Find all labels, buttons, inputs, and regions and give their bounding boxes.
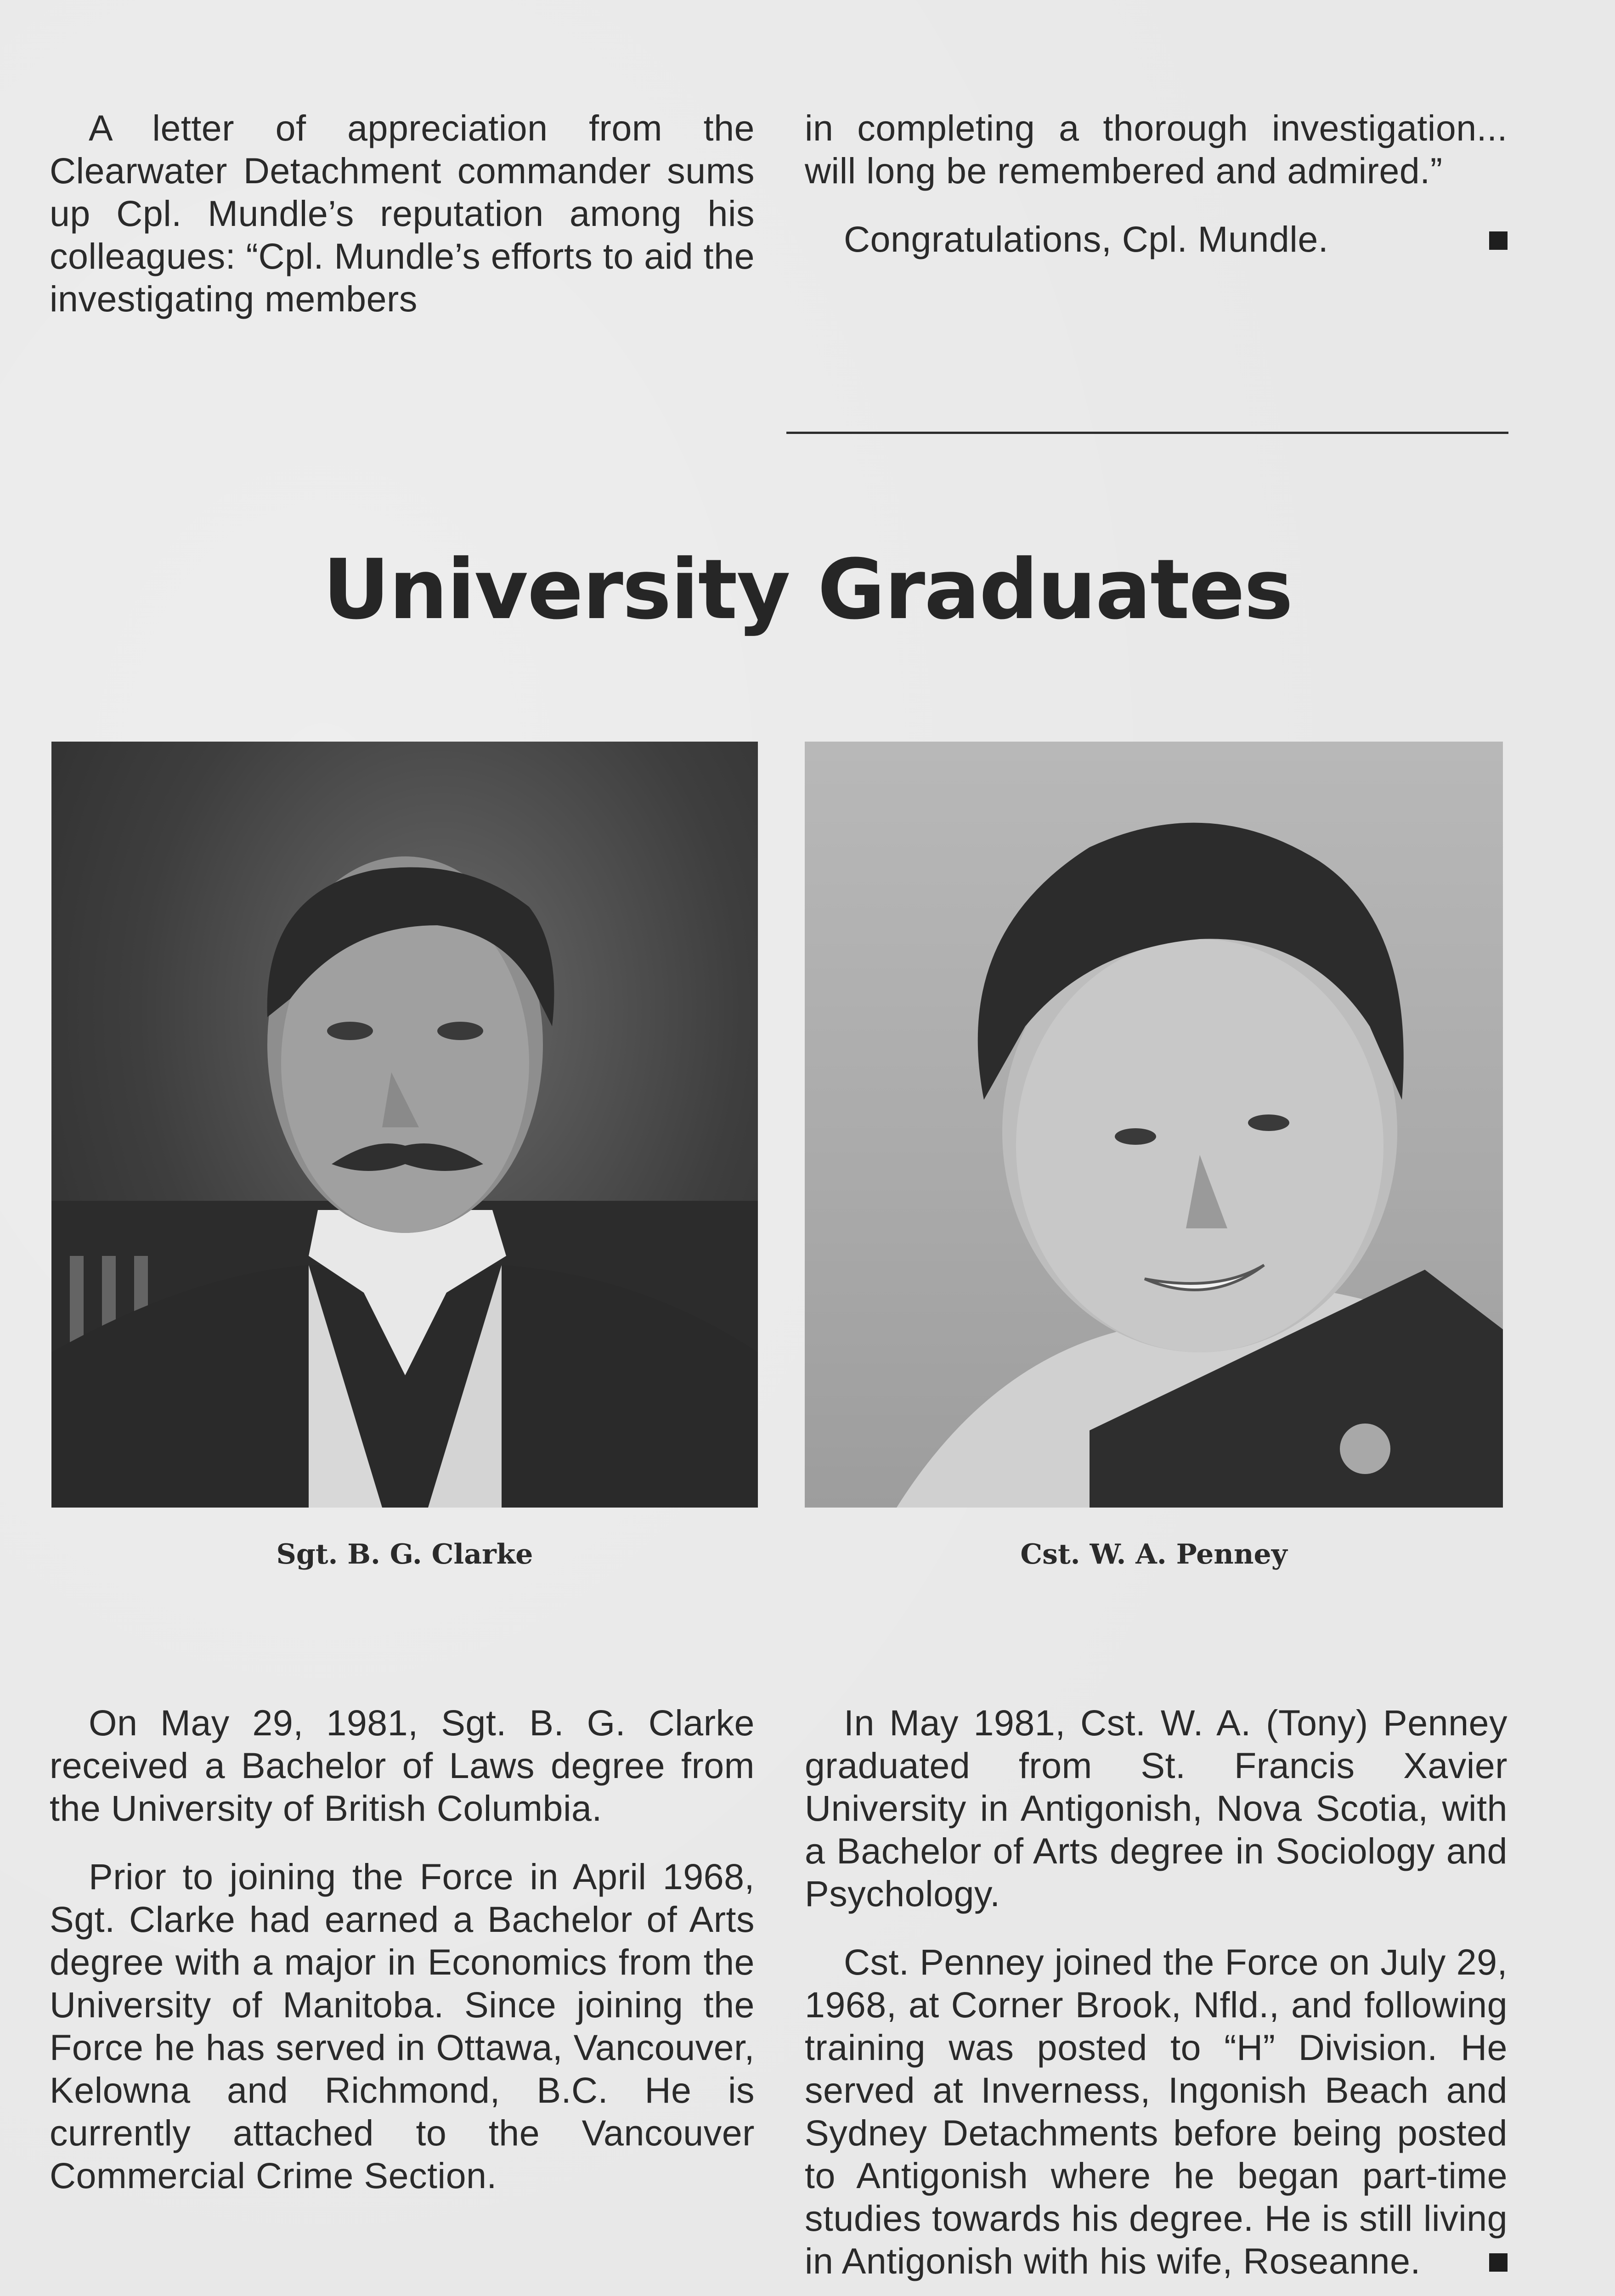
- section-divider: [786, 432, 1508, 434]
- clarke-article: [50, 1701, 755, 2197]
- penney-paragraph-1: In May 1981, Cst. W. A. (Tony) Penney graduated from St. Francis Xavier University in Antigonish, Nova Scotia, with a Bachelor of Arts degree in Sociology and Psychology.: [805, 1702, 1508, 1914]
- end-of-article-marker: [1489, 231, 1508, 250]
- clarke-portrait-photo: [51, 742, 758, 1508]
- penney-paragraph-2-wrapper: [805, 1941, 1508, 2282]
- mundle-quote-ending: in completing a thorough investigation... will long be remembered and admired.”: [805, 107, 1508, 191]
- mundle-congratulations: [805, 218, 1508, 260]
- article-continuation-right: [805, 107, 1508, 260]
- penney-caption: Cst. W. A. Penney: [1020, 1538, 1287, 1570]
- article-continuation-left: [50, 107, 755, 320]
- section-headline: University Graduates: [322, 542, 1293, 638]
- congratulations-text: Congratulations, Cpl. Mundle.: [844, 219, 1329, 259]
- clarke-portrait-illustration: [51, 742, 758, 1508]
- end-of-article-marker: [1489, 2253, 1508, 2272]
- mundle-paragraph: A letter of appreciation from the Clearwater Detachment commander sums up Cpl. Mundle’s reputation among his colleagues: “Cpl. Mundle’s efforts to aid the investigating members: [50, 107, 755, 319]
- clarke-paragraph-1: On May 29, 1981, Sgt. B. G. Clarke received a Bachelor of Laws degree from the University of British Columbia.: [50, 1702, 755, 1829]
- clarke-caption: Sgt. B. G. Clarke: [276, 1538, 533, 1570]
- penney-article: [805, 1701, 1508, 2282]
- clarke-paragraph-2: Prior to joining the Force in April 1968, Sgt. Clarke had earned a Bachelor of Arts degree with a major in Economics from the University of Manitoba. Since joining the Force he has served in Ottawa, Vancouver, Kelowna and Richmond, B.C. He is currently attached to the Vancouver Commercial Crime Section.: [50, 1856, 755, 2196]
- penney-portrait-photo: [805, 742, 1503, 1508]
- penney-paragraph-2: Cst. Penney joined the Force on July 29, 1968, at Corner Brook, Nfld., and following training was posted to “H” Division. He served at Inverness, Ingonish Beach and Sydney Detachments before being posted to Antigonish where he began part-time studies towards his degree. He is still living in Antigonish with his wife, Roseanne.: [805, 1941, 1508, 2281]
- penney-portrait-illustration: [805, 742, 1503, 1508]
